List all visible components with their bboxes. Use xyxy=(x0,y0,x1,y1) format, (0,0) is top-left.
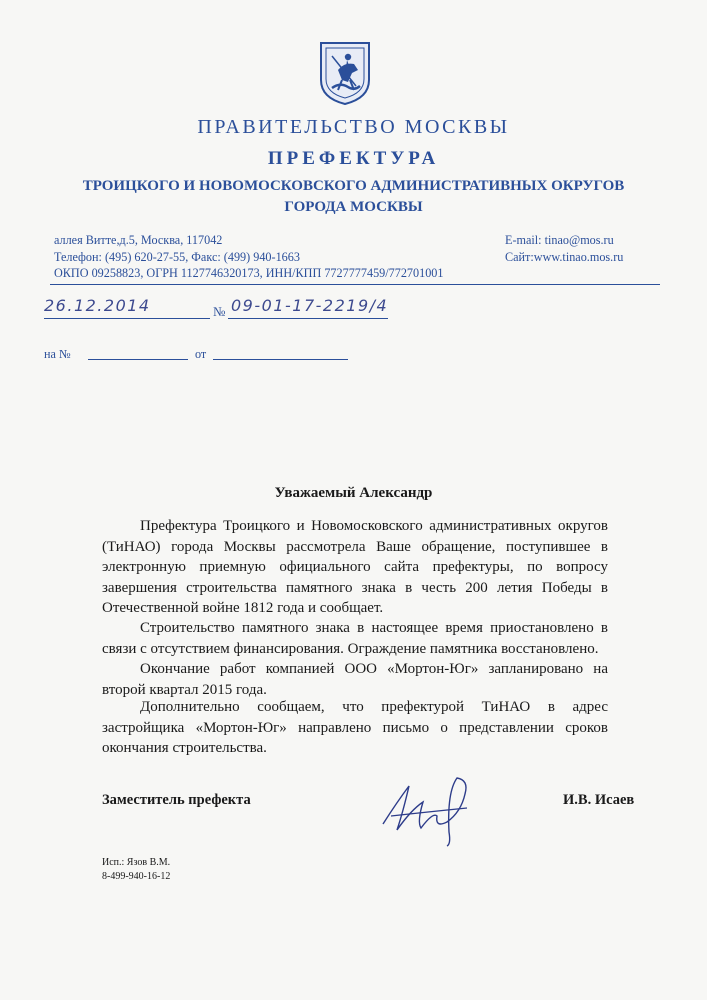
number-sign: № xyxy=(213,304,226,319)
paragraph-1: Префектура Троицкого и Новомосковского административных округов (ТиНАО) города Москвы рассмотрела Ваше обращение, поступившее в электронную приемную официального сайта префектуры, по вопросу завершения строительства памятного знака в честь 200 летия Победы в Отечественной войне 1812 года и сообщает. xyxy=(102,518,608,617)
okrugs-line-1: ТРОИЦКОГО И НОВОМОСКОВСКОГО АДМИНИСТРАТИВНЫХ ОКРУГОВ xyxy=(82,178,625,194)
okrugs-line-2: ГОРОДА МОСКВЫ xyxy=(284,199,423,215)
reference-number-line xyxy=(88,359,188,360)
letterhead-divider xyxy=(50,284,660,285)
reference-date-line xyxy=(213,359,348,360)
paragraph-4: Дополнительно сообщаем, что префектурой ТиНАО в адрес застройщика «Мортон-Юг» направлено письмо о представлении сроков окончания строительства. xyxy=(102,699,608,757)
signatory-name: И.В. Исаев xyxy=(563,792,635,808)
greeting: Уважаемый Александр xyxy=(274,485,433,501)
handwritten-signature xyxy=(377,772,477,848)
signatory-title: Заместитель префекта xyxy=(102,792,251,808)
email: E-mail: tinao@mos.ru xyxy=(505,233,614,247)
executor-name: Исп.: Язов В.М. xyxy=(102,857,171,868)
address: аллея Витте,д.5, Москва, 117042 xyxy=(54,233,223,247)
paragraph-2: Строительство памятного знака в настоящее время приостановлено в связи с отсутствием финансирования. Ограждение памятника восстановлено. xyxy=(102,620,608,657)
outgoing-number: 09-01-17-2219/4 xyxy=(231,296,389,315)
paragraph-3: Окончание работ компанией ООО «Мортон-Юг» запланировано на второй квартал 2015 года. xyxy=(102,661,608,698)
number-underline xyxy=(228,318,388,319)
date-underline xyxy=(44,318,210,319)
website: Сайт:www.tinao.mos.ru xyxy=(505,250,624,264)
government-name: ПРАВИТЕЛЬСТВО МОСКВЫ xyxy=(197,116,510,138)
outgoing-date: 26.12.2014 xyxy=(44,296,151,315)
reference-date-label: от xyxy=(195,347,207,361)
prefecture-heading: ПРЕФЕКТУРА xyxy=(267,148,440,169)
phone-fax: Телефон: (495) 620-27-55, Факс: (499) 940-1663 xyxy=(54,250,300,264)
reference-number-label: на № xyxy=(44,347,71,361)
moscow-coat-of-arms-icon xyxy=(318,40,372,106)
executor-phone: 8-499-940-16-12 xyxy=(102,871,171,882)
registry-codes: ОКПО 09258823, ОГРН 1127746320173, ИНН/КПП 7727777459/772701001 xyxy=(54,266,444,280)
